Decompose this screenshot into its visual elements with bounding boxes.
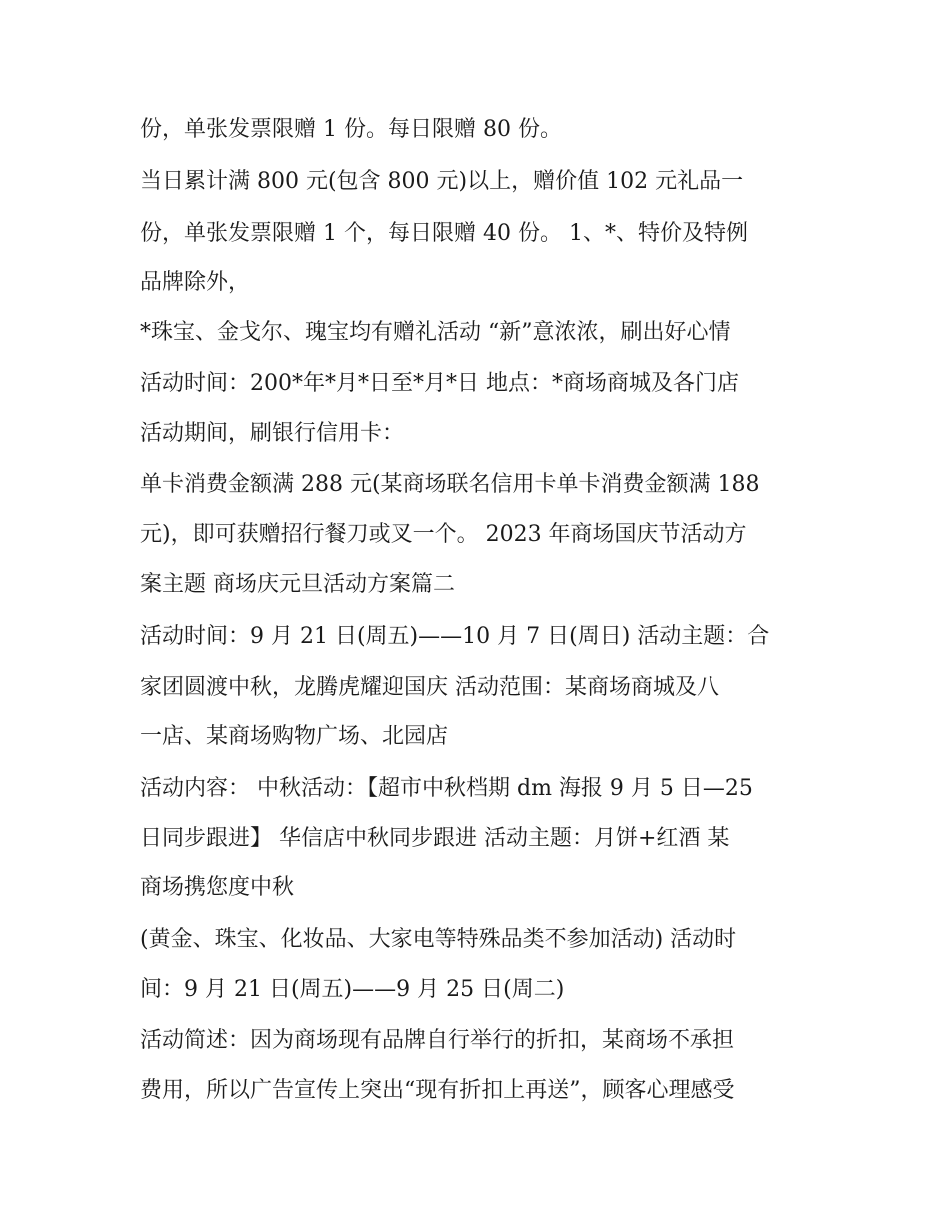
text-line: 案主题 商场庆元旦活动方案篇二 [140,572,455,597]
text-line: 份，单张发票限赠 1 份。每日限赠 80 份。 [140,117,562,142]
text-line: 费用，所以广告宣传上突出“现有折扣上再送”，顾客心理感受 [140,1078,735,1103]
text-line: (黄金、珠宝、化妆品、大家电等特殊品类不参加活动) 活动时 [140,927,737,952]
text-line: 活动时间：9 月 21 日(周五)——10 月 7 日(周日) 活动主题：合 [140,624,770,649]
text-line: 单卡消费金额满 288 元(某商场联名信用卡单卡消费金额满 188 [140,472,760,497]
text-line: 当日累计满 800 元(包含 800 元)以上，赠价值 102 元礼品一 [140,169,744,194]
text-line: 日同步跟进】 华信店中秋同步跟进 活动主题：月饼+红酒 某 [140,826,730,851]
text-line: 活动简述：因为商场现有品牌自行举行的折扣，某商场不承担 [140,1028,735,1053]
text-line: 家团圆渡中秋，龙腾虎耀迎国庆 活动范围：某商场商城及八 [140,675,719,700]
text-line: 元)，即可获赠招行餐刀或叉一个。 2023 年商场国庆节活动方 [140,522,747,547]
text-line: 商场携您度中秋 [140,875,295,900]
text-line: 份，单张发票限赠 1 个，每日限赠 40 份。 1、*、特价及特例 [140,221,748,246]
text-line: 活动时间：200*年*月*日至*月*日 地点：*商场商城及各门店 [140,371,739,396]
text-line: 品牌除外， [140,270,251,295]
text-line: 间：9 月 21 日(周五)——9 月 25 日(周二) [140,977,565,1002]
text-line: 活动期间，刷银行信用卡： [140,421,405,446]
text-line: *珠宝、金戈尔、瑰宝均有赠礼活动 “新”意浓浓，刷出好心情 [140,320,731,345]
text-line: 活动内容： 中秋活动：【超市中秋档期 dm 海报 9 月 5 日—25 [140,776,753,801]
text-line: 一店、某商场购物广场、北园店 [140,724,449,749]
